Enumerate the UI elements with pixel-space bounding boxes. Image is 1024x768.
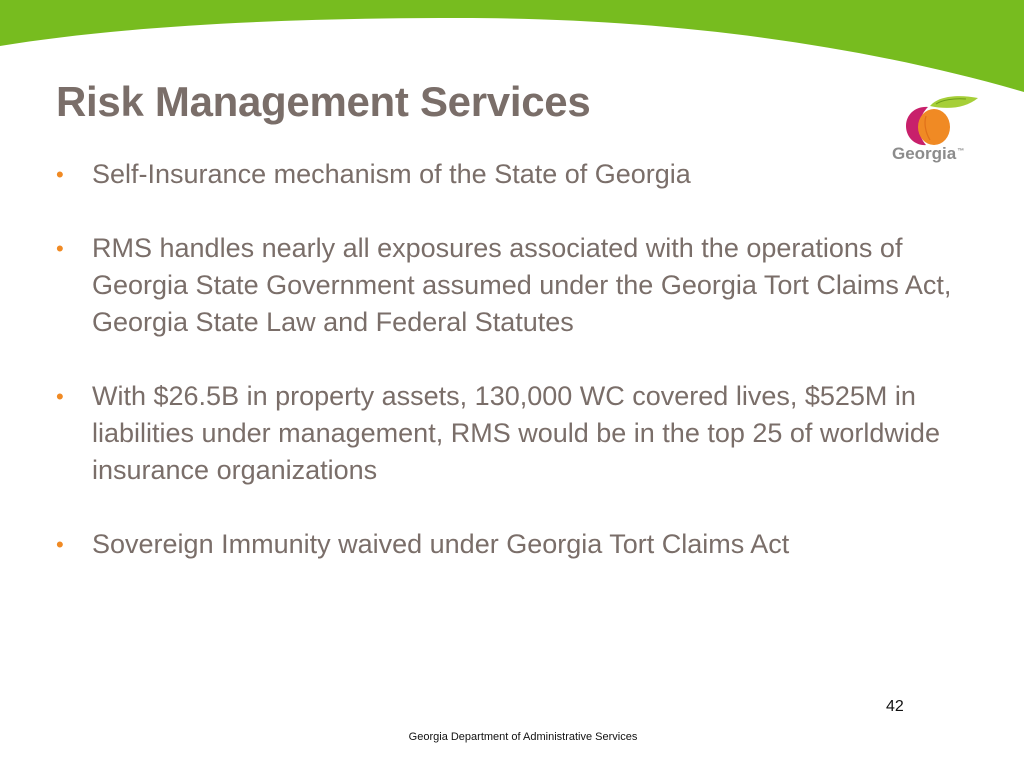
slide-title: Risk Management Services <box>56 78 591 125</box>
bullet-item <box>56 526 956 563</box>
bullet-marker-icon: • <box>56 384 64 409</box>
bullet-marker-icon: • <box>56 162 64 187</box>
bullet-item <box>56 156 956 193</box>
bullet-item <box>56 378 956 489</box>
bullet-text: Sovereign Immunity waived under Georgia Tort Claims Act <box>92 529 790 559</box>
georgia-peach-logo-icon <box>900 92 980 148</box>
footer-text: Georgia Department of Administrative Services <box>408 731 638 743</box>
bullet-marker-icon: • <box>56 236 64 261</box>
bullet-list <box>56 156 956 600</box>
bullet-text: RMS handles nearly all exposures associated with the operations of Georgia State Government assumed under the Georgia Tort Claims Act, Georgia State Law and Federal Statutes <box>92 233 952 337</box>
page-number: 42 <box>886 698 904 715</box>
bullet-text: Self-Insurance mechanism of the State of Georgia <box>92 159 691 189</box>
bullet-item <box>56 230 956 341</box>
bullet-marker-icon: • <box>56 532 64 557</box>
bullet-text: With $26.5B in property assets, 130,000 WC covered lives, $525M in liabilities under management, RMS would be in the top 25 of worldwide insurance organizations <box>92 381 940 485</box>
georgia-logo-text: Georgia™ <box>892 144 965 163</box>
